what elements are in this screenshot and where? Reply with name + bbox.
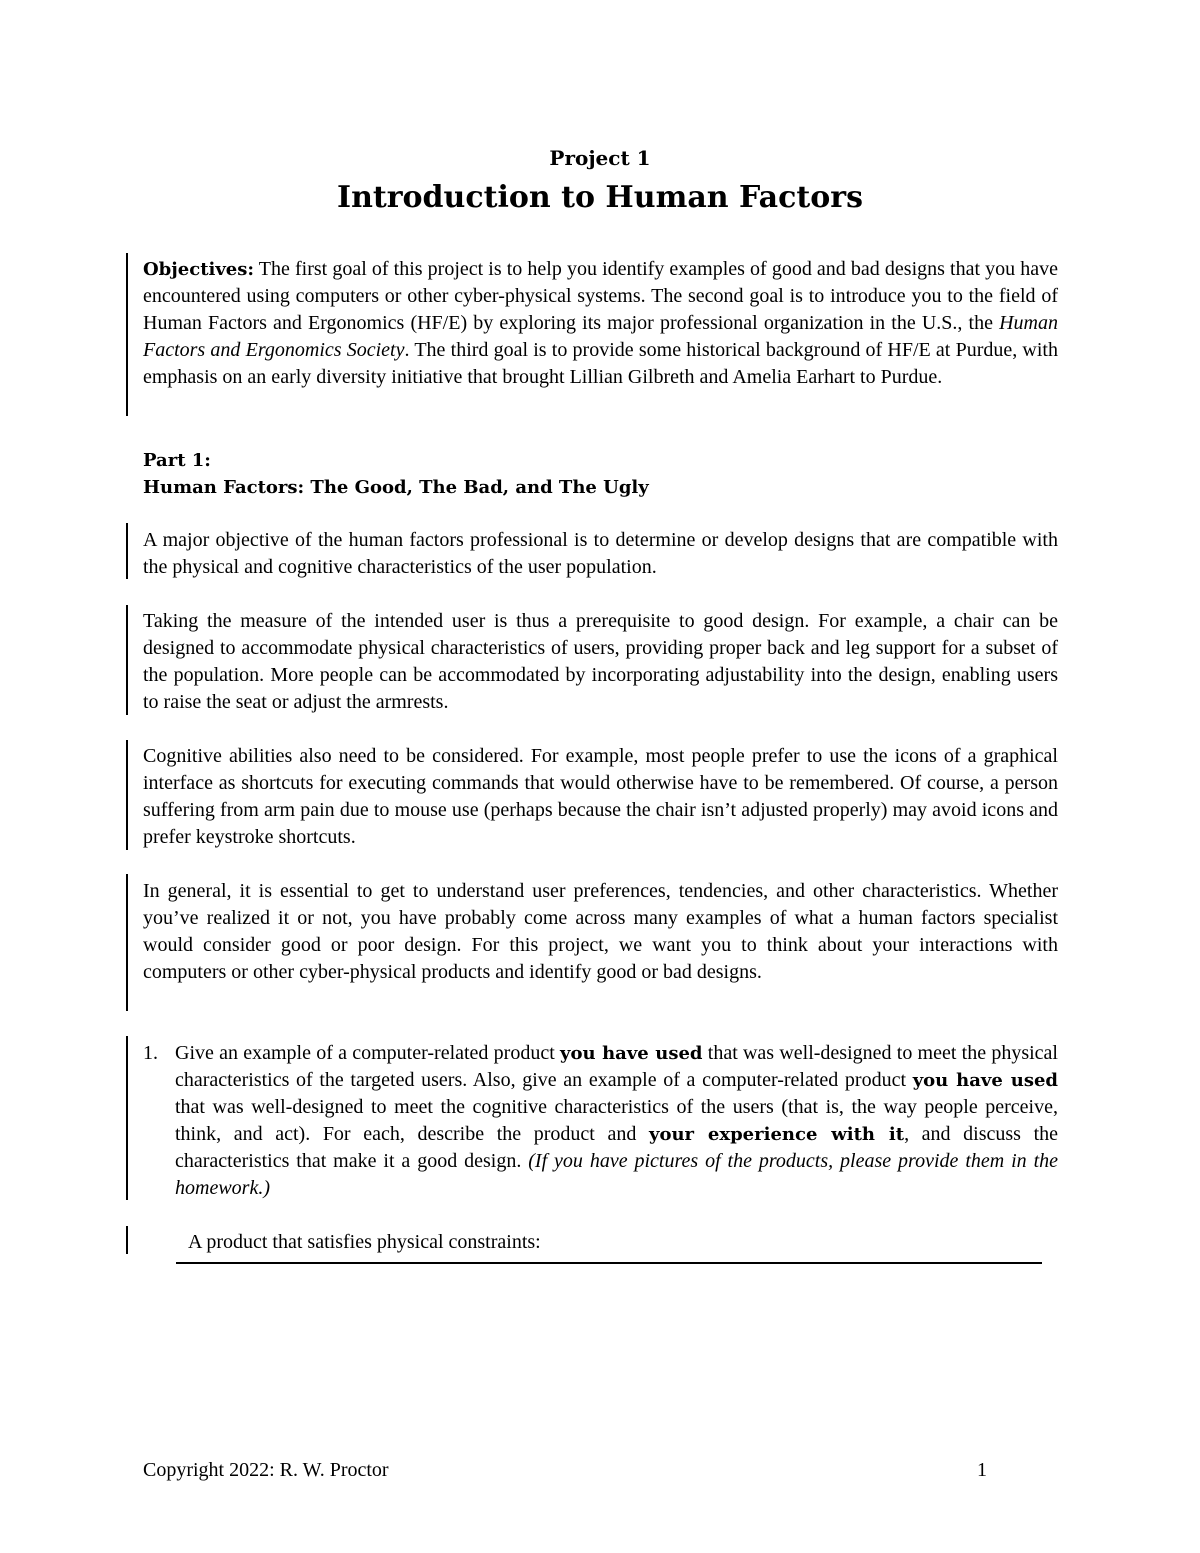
objectives-text-1: The first goal of this project is to help you identify examples of good and bad designs that you have encountered using computers or other cyber-physical systems. The second goal is to introduce you to the field of Human Factors and Ergonomics (HF/E) by exploring its major professional organization in the U.S., the [143, 258, 1058, 334]
revision-bar [126, 253, 128, 416]
footer-copyright: Copyright 2022: R. W. Proctor [143, 1459, 389, 1481]
q1-text-1: Give an example of a computer-related product [175, 1042, 561, 1064]
revision-bar [126, 605, 128, 715]
project-label: Project 1 [549, 146, 651, 170]
q1-text-4: , and discuss the characteristics that make it a good design. [175, 1123, 1059, 1172]
society-name: Human Factors and Ergonomics Society [143, 312, 1058, 361]
paragraph-4: In general, it is essential to get to understand user preferences, tendencies, and other characteristics. Whether you’ve realized it or not, you have probably come across many examples of what a human factors specialist would consider good or poor design. For this project, we want you to think about your interactions with computers or other cyber-physical products and identify good or bad designs. [143, 880, 1058, 983]
revision-bar [126, 874, 128, 1011]
answer-label: A product that satisfies physical constraints: [188, 1231, 541, 1253]
objectives-paragraph [143, 256, 1058, 391]
part1-heading: Human Factors: The Good, The Bad, and The Ugly [143, 477, 649, 498]
q1-bold-2: you have used [912, 1070, 1059, 1091]
objectives-label: Objectives: [143, 259, 255, 280]
question-1-number: 1. [143, 1042, 158, 1064]
revision-bar [126, 740, 128, 850]
revision-bar [126, 523, 128, 579]
paragraph-2: Taking the measure of the intended user is thus a prerequisite to good design. For example, a chair can be designed to accommodate physical characteristics of users, providing proper back and leg support for a subset of the population. More people can be accommodated by incorporating adjustability into the design, enabling users to raise the seat or adjust the armrests. [143, 610, 1058, 713]
q1-text-3: that was well-designed to meet the cognitive characteristics of the users (that is, the way people perceive, think, and act). For each, describe the product and [175, 1096, 1058, 1145]
q1-text-2: that was well-designed to meet the physical characteristics of the targeted users. Also, give an example of a computer-related product [175, 1042, 1058, 1091]
q1-italic-note: (If you have pictures of the products, please provide them in the homework.) [175, 1150, 1058, 1199]
document-header [0, 140, 1200, 220]
q1-bold-3: your experience with it [648, 1124, 905, 1145]
revision-bar [126, 1226, 128, 1254]
answer-line[interactable] [176, 1262, 1042, 1264]
part1-heading-block [143, 447, 1058, 501]
q1-bold-1: you have used [560, 1043, 703, 1064]
question-1-text [175, 1040, 1058, 1202]
part1-label: Part 1: [143, 450, 211, 471]
paragraph-3: Cognitive abilities also need to be considered. For example, most people prefer to use the icons of a graphical interface as shortcuts for executing commands that would otherwise have to be remembered. Of course, a person suffering from arm pain due to mouse use (perhaps because the chair isn’t adjusted properly) may avoid icons and prefer keystroke shortcuts. [143, 745, 1058, 848]
page-title: Introduction to Human Factors [337, 180, 863, 215]
page-number: 1 [977, 1459, 987, 1481]
paragraph-1: A major objective of the human factors professional is to determine or develop designs that are compatible with the physical and cognitive characteristics of the user population. [143, 529, 1058, 578]
revision-bar [126, 1036, 128, 1200]
objectives-text-2: . The third goal is to provide some historical background of HF/E at Purdue, with emphasis on an early diversity initiative that brought Lillian Gilbreth and Amelia Earhart to Purdue. [143, 339, 1058, 388]
question-1 [143, 1040, 1058, 1202]
